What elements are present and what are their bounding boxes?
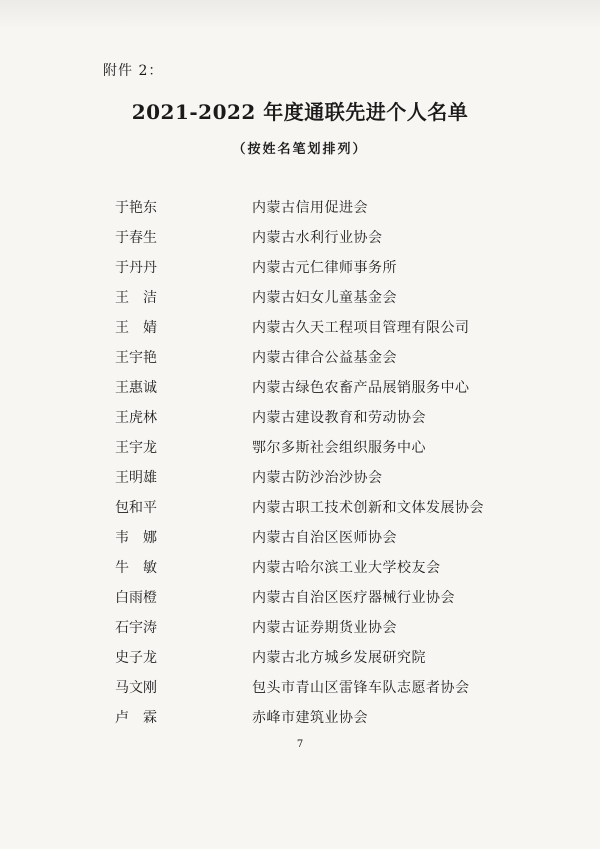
roster-row — [0, 523, 600, 553]
organization-name: 内蒙古防沙治沙协会 — [252, 470, 383, 486]
roster-row — [0, 703, 600, 733]
person-name: 王惠诚 — [115, 380, 157, 396]
person-name: 王宇艳 — [115, 350, 157, 366]
organization-name: 内蒙古律合公益基金会 — [252, 350, 397, 366]
attachment-label: 附件 2： — [103, 63, 164, 79]
roster-row — [0, 553, 600, 583]
person-name: 王明雄 — [115, 470, 157, 486]
roster-row — [0, 343, 600, 373]
organization-name: 内蒙古久天工程项目管理有限公司 — [252, 320, 470, 336]
person-name: 韦 娜 — [115, 530, 157, 546]
page-number: 7 — [296, 739, 304, 750]
person-name: 白雨橙 — [115, 590, 157, 606]
organization-name: 内蒙古哈尔滨工业大学校友会 — [252, 560, 441, 576]
organization-name: 包头市青山区雷锋车队志愿者协会 — [252, 680, 470, 696]
organization-name: 内蒙古妇女儿童基金会 — [252, 290, 397, 306]
person-name: 石宇涛 — [115, 620, 157, 636]
organization-name: 鄂尔多斯社会组织服务中心 — [252, 440, 426, 456]
roster-row — [0, 613, 600, 643]
roster-row — [0, 433, 600, 463]
roster-row — [0, 253, 600, 283]
roster-row — [0, 493, 600, 523]
person-name: 王 洁 — [115, 290, 157, 306]
organization-name: 内蒙古北方城乡发展研究院 — [252, 650, 426, 666]
organization-name: 内蒙古自治区医师协会 — [252, 530, 397, 546]
organization-name: 内蒙古证券期货业协会 — [252, 620, 397, 636]
scan-shade — [0, 0, 600, 30]
roster-row — [0, 193, 600, 223]
roster-row — [0, 283, 600, 313]
person-name: 卢 霖 — [115, 710, 157, 726]
roster-row — [0, 583, 600, 613]
person-name: 于春生 — [115, 230, 157, 246]
organization-name: 内蒙古自治区医疗器械行业协会 — [252, 590, 455, 606]
organization-name: 内蒙古信用促进会 — [252, 200, 368, 216]
roster-row — [0, 643, 600, 673]
roster-row — [0, 403, 600, 433]
document-subtitle: （按姓名笔划排列） — [232, 142, 368, 157]
person-name: 马文刚 — [115, 680, 157, 696]
organization-name: 内蒙古元仁律师事务所 — [252, 260, 397, 276]
roster-row — [0, 313, 600, 343]
roster-row — [0, 463, 600, 493]
person-name: 王虎林 — [115, 410, 157, 426]
document-title: 2021-2022 年度通联先进个人名单 — [131, 100, 469, 124]
roster-row — [0, 223, 600, 253]
organization-name: 内蒙古绿色农畜产品展销服务中心 — [252, 380, 470, 396]
organization-name: 内蒙古水利行业协会 — [252, 230, 383, 246]
person-name: 于艳东 — [115, 200, 157, 216]
person-name: 史子龙 — [115, 650, 157, 666]
organization-name: 内蒙古职工技术创新和文体发展协会 — [252, 500, 484, 516]
person-name: 于丹丹 — [115, 260, 157, 276]
roster-row — [0, 373, 600, 403]
person-name: 包和平 — [115, 500, 157, 516]
organization-name: 赤峰市建筑业协会 — [252, 710, 368, 726]
person-name: 牛 敏 — [115, 560, 157, 576]
person-name: 王 婧 — [115, 320, 157, 336]
organization-name: 内蒙古建设教育和劳动协会 — [252, 410, 426, 426]
person-name: 王宇龙 — [115, 440, 157, 456]
roster-row — [0, 673, 600, 703]
